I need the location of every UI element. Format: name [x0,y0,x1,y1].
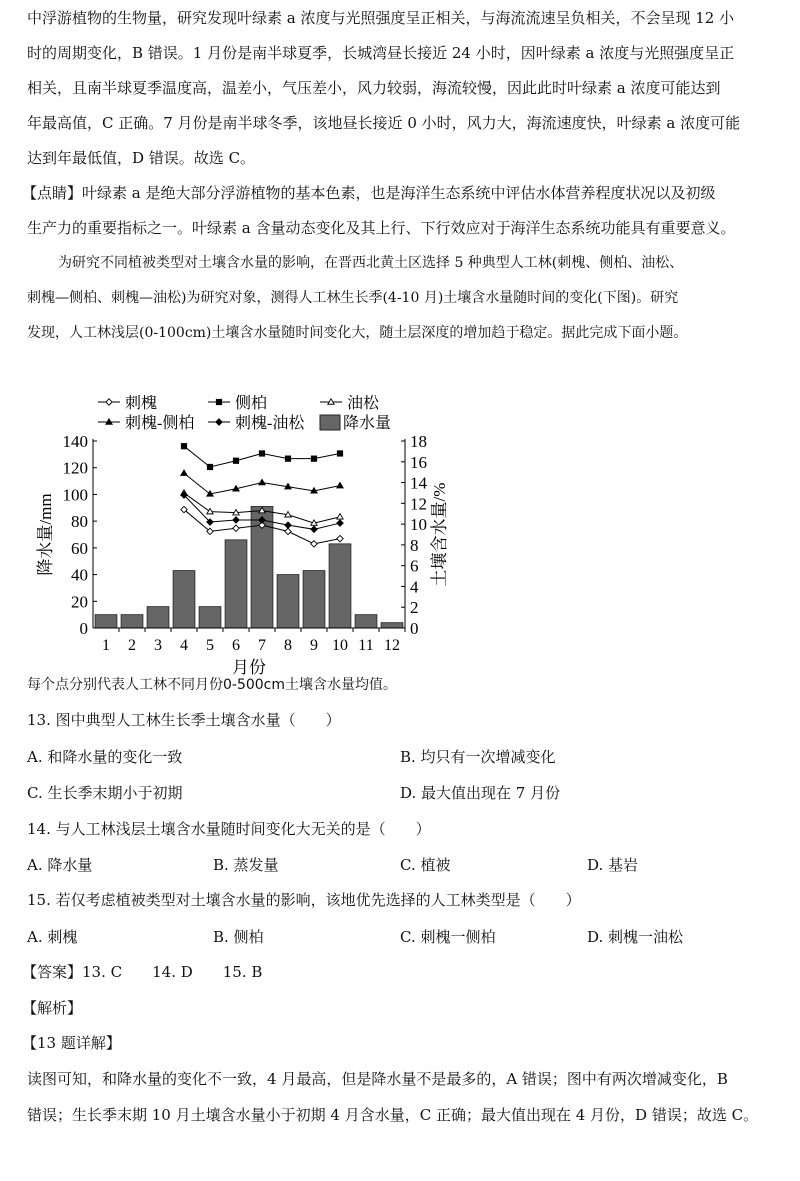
q15-option-b: B. 侧柏 [213,928,264,946]
data-point [337,482,343,487]
x-tick-label: 2 [128,637,136,654]
precipitation-bar [381,623,403,628]
precipitation-bar [173,571,195,628]
data-point [181,470,187,475]
x-tick-label: 9 [310,637,318,654]
intro-line: 为研究不同植被类型对土壤含水量的影响，在晋西北黄土区选择 5 种典型人工林(刺槐、侧柏、油松、 [58,255,684,271]
right-tick-label: 4 [410,577,419,597]
legend-label: 油松 [347,395,380,412]
data-point [106,399,112,405]
precipitation-bar [199,607,221,628]
right-tick-label: 16 [410,452,427,472]
precipitation-bar [329,544,351,628]
right-tick-label: 6 [410,556,419,576]
legend-label: 侧柏 [235,395,268,412]
explanation-line: 中浮游植物的生物量，研究发现叶绿素 a 浓度与光照强度呈正相关，与海流流速呈负相关，不会呈现 12 小 [27,9,735,27]
explanation-line: 时的周期变化，B 错误。1 月份是南半球夏季，长城湾昼长接近 24 小时，因叶绿素 a 浓度与光照强度呈正 [27,44,735,62]
x-tick-label: 11 [358,637,374,654]
precipitation-bar [147,607,169,628]
q14-stem: 14. 与人工林浅层土壤含水量随时间变化大无关的是（ ） [27,820,431,838]
precipitation-bar [225,540,247,628]
precipitation-bar [121,615,143,628]
q14-option-d: D. 基岩 [587,856,639,874]
left-tick-label: 60 [71,538,88,558]
explanation-line: 相关，且南半球夏季温度高，温差小，气压差小，风力较弱，海流较慢，因此此时叶绿素 a 浓度可能达到 [27,79,721,97]
q15-option-a: A. 刺槐 [27,928,78,946]
left-tick-label: 100 [62,485,88,505]
right-tick-label: 8 [410,535,419,555]
x-tick-label: 6 [232,637,240,654]
q13-option-b: B. 均只有一次增减变化 [400,748,556,766]
left-tick-label: 40 [71,565,88,585]
detail-line: 读图可知，和降水量的变化不一致，4 月最高，但是降水量不是最多的，A 错误；图中有两次增减变化，B [27,1070,728,1088]
data-point [285,456,290,461]
x-tick-label: 3 [154,637,162,654]
data-point [216,419,222,425]
data-point [285,522,291,528]
data-point [311,456,316,461]
chart-caption: 每个点分别代表人工林不同月份0-500cm土壤含水量均值。 [27,677,398,693]
x-tick-label: 7 [258,637,266,654]
x-tick-label: 12 [384,637,400,654]
data-point [181,444,186,449]
precipitation-bar [303,571,325,628]
explanation-line: 达到年最低值，D 错误。故选 C。 [27,149,256,167]
left-tick-label: 140 [62,432,88,451]
data-point [337,535,343,541]
left-tick-label: 120 [62,458,88,478]
right-tick-label: 12 [410,494,427,514]
q14-option-a: A. 降水量 [27,856,93,874]
legend-swatch [320,415,340,430]
legend-label: 刺槐-油松 [235,415,305,432]
right-tick-label: 18 [410,432,427,451]
data-point [207,464,212,469]
x-tick-label: 5 [206,637,214,654]
note-line: 生产力的重要指标之一。叶绿素 a 含量动态变化及其上行、下行效应对于海洋生态系统功能具有重要意义。 [27,219,736,237]
precipitation-bar [355,615,377,628]
q15-stem: 15. 若仅考虑植被类型对土壤含水量的影响，该地优先选择的人工林类型是（ ） [27,891,581,909]
data-point [311,526,317,532]
answer-line: 【答案】13. C 14. D 15. B [22,963,263,981]
legend-label: 刺槐 [125,395,158,412]
precipitation-bar [277,575,299,628]
left-axis-label: 降水量/mm [36,493,55,576]
x-tick-label: 10 [332,637,348,654]
right-tick-label: 14 [410,473,427,493]
data-point [259,451,264,456]
data-point [216,399,221,404]
x-tick-label: 8 [284,637,292,654]
right-tick-label: 2 [410,598,419,618]
left-tick-label: 20 [71,592,88,612]
x-tick-label: 4 [180,637,188,654]
data-point [311,541,317,547]
precipitation-bar [95,615,117,628]
note-line: 【点睛】叶绿素 a 是绝大部分浮游植物的基本色素，也是海洋生态系统中评估水体营养程度状况以及初级 [22,184,716,202]
data-point [337,520,343,526]
explanation-line: 年最高值，C 正确。7 月份是南半球冬季，该地昼长接近 0 小时，风力大，海流速度快，叶绿素 a 浓度可能 [27,114,741,132]
data-point [259,479,265,484]
intro-line: 发现，人工林浅层(0-100cm)土壤含水量随时间变化大，随土层深度的增加趋于稳定。据此完成下面小题。 [27,325,688,341]
data-point [207,508,213,513]
q15-option-d: D. 刺槐一油松 [587,928,684,946]
detail-heading: 【13 题详解】 [22,1034,121,1052]
left-tick-label: 80 [71,512,88,532]
data-point [285,528,291,534]
data-point [337,514,343,519]
data-point [233,525,239,531]
q13-option-c: C. 生长季末期小于初期 [27,784,183,802]
q14-option-b: B. 蒸发量 [213,856,279,874]
data-point [233,458,238,463]
x-tick-label: 1 [102,637,110,654]
q13-option-a: A. 和降水量的变化一致 [27,748,183,766]
q13-stem: 13. 图中典型人工林生长季土壤含水量（ ） [27,711,341,729]
soil-moisture-chart [20,395,460,685]
analysis-heading: 【解析】 [22,999,83,1017]
detail-line: 错误；生长季末期 10 月土壤含水量小于初期 4 月含水量，C 正确；最大值出现在 4 月份，D 错误；故选 C。 [27,1106,759,1124]
x-axis-label: 月份 [232,658,266,677]
right-axis-label: 土壤含水量/% [430,482,449,587]
data-point [233,517,239,523]
intro-line: 刺槐—侧柏、刺槐—油松)为研究对象，测得人工林生长季(4-10 月)土壤含水量随时间的变化(下图)。研究 [27,290,679,306]
right-tick-label: 10 [410,515,427,535]
q15-option-c: C. 刺槐一侧柏 [400,928,496,946]
legend-label: 降水量 [343,415,392,432]
q13-option-d: D. 最大值出现在 7 月份 [400,784,561,802]
legend-label: 刺槐-侧柏 [125,415,195,432]
data-point [337,451,342,456]
left-tick-label: 0 [79,619,88,638]
q14-option-c: C. 植被 [400,856,451,874]
right-tick-label: 0 [410,619,419,638]
